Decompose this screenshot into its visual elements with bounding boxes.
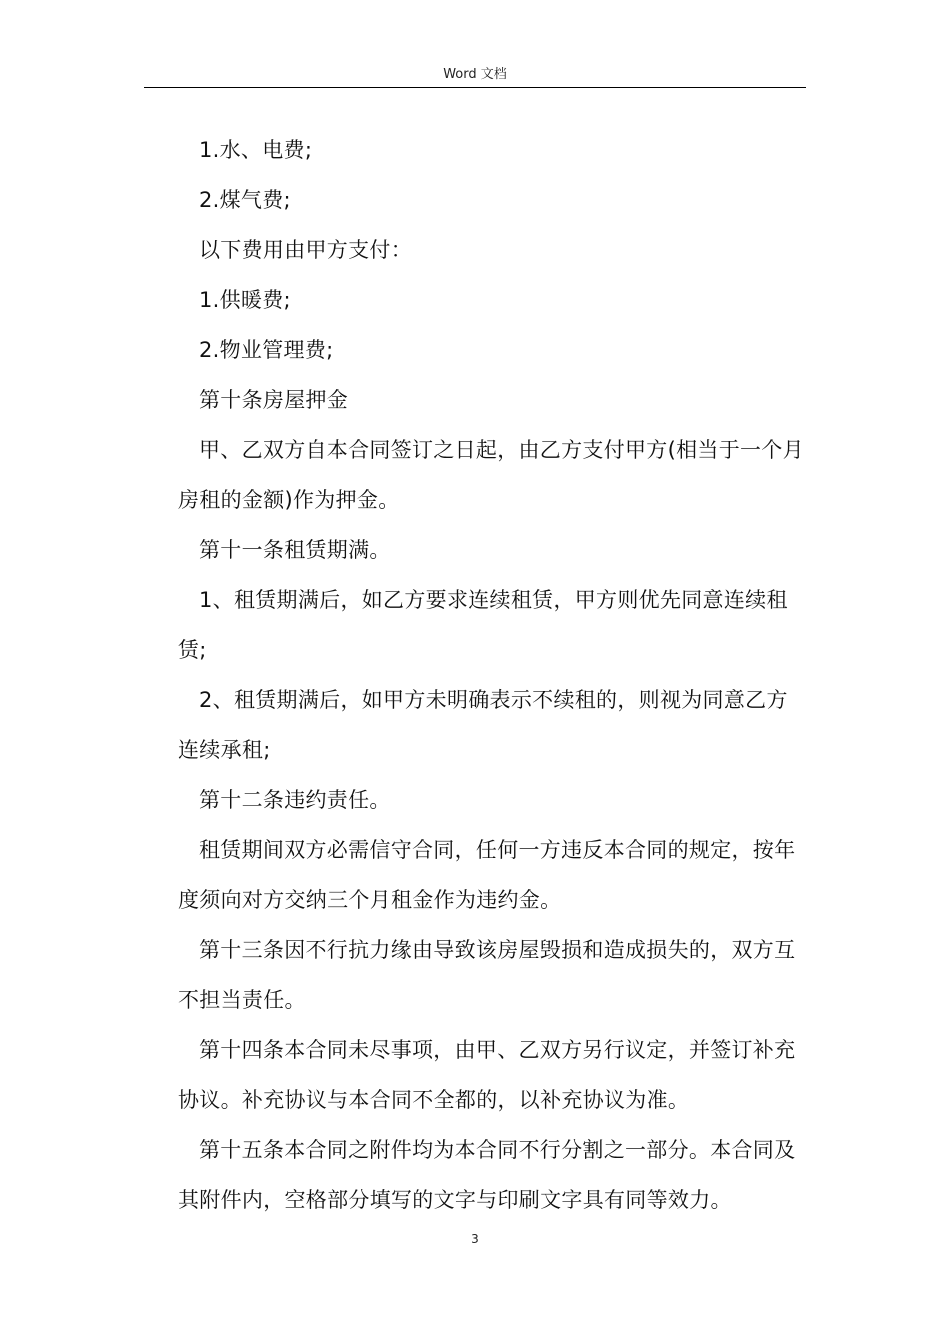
paragraph: 租赁期间双方必需信守合同，任何一方违反本合同的规定，按年度须向对方交纳三个月租金作为违约金。 — [178, 838, 796, 912]
paragraph: 以下费用由甲方支付： — [199, 238, 412, 262]
paragraph: 2、租赁期满后，如甲方未明确表示不续租的，则视为同意乙方连续承租; — [178, 688, 788, 762]
paragraph: 1.水、电费; — [199, 138, 313, 162]
document-body — [178, 125, 804, 1225]
paragraph: 2.物业管理费; — [199, 338, 334, 362]
paragraph: 2.煤气费; — [199, 188, 291, 212]
paragraph: 第十五条本合同之附件均为本合同不行分割之一部分。本合同及其附件内，空格部分填写的文字与印刷文字具有同等效力。 — [178, 1138, 796, 1212]
header-divider — [144, 87, 806, 88]
paragraph: 甲、乙双方自本合同签订之日起，由乙方支付甲方(相当于一个月房租的金额)作为押金。 — [178, 438, 804, 512]
page-header-label: Word 文档 — [443, 67, 507, 82]
section-heading: 第十条房屋押金 — [199, 388, 349, 412]
paragraph: 1.供暖费; — [199, 288, 291, 312]
paragraph: 第十三条因不行抗力缘由导致该房屋毁损和造成损失的，双方互不担当责任。 — [178, 938, 796, 1012]
paragraph: 1、租赁期满后，如乙方要求连续租赁，甲方则优先同意连续租赁; — [178, 588, 788, 662]
paragraph: 第十四条本合同未尽事项，由甲、乙双方另行议定，并签订补充协议。补充协议与本合同不全都的，以补充协议为准。 — [178, 1038, 796, 1112]
page-number: 3 — [471, 1232, 479, 1246]
section-heading: 第十二条违约责任。 — [199, 788, 391, 812]
section-heading: 第十一条租赁期满。 — [199, 538, 391, 562]
